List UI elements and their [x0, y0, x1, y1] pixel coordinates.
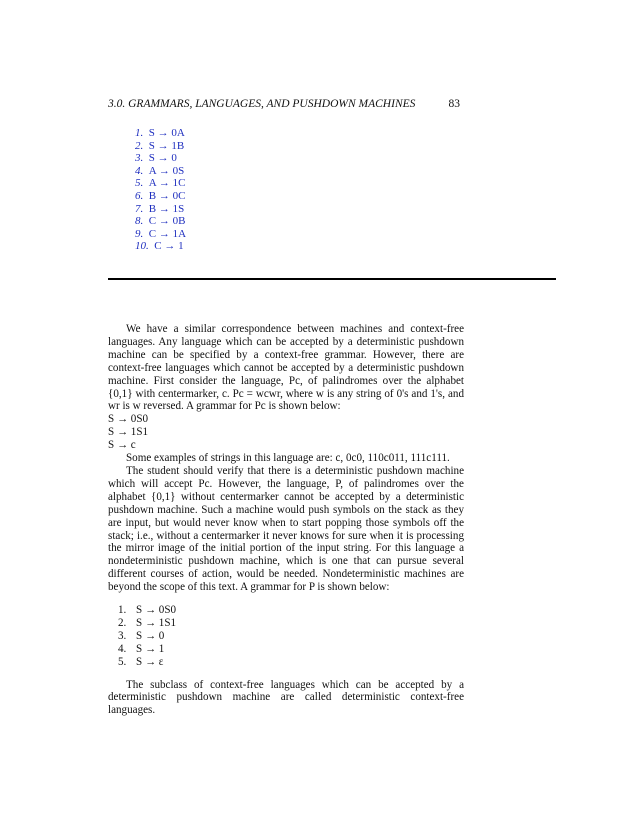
paragraph: We have a similar correspondence between machines and context-free languages. Any language which can be accepted by a deterministic pushdown machine can be specified by a context-free grammar. However, there are context-free languages which cannot be accepted by a deterministic pushdown machine. First consider the language, Pc, of palindromes over the alphabet {0,1} with centermarker, c. Pc = wcwr, where w is any string of 0's and 1's, and wr is w reversed. A grammar for Pc is shown below: — [108, 323, 464, 413]
grammar-line: S → c — [108, 439, 136, 452]
grammar-pc — [108, 413, 464, 452]
grammar-rule: 3. S → 0 — [135, 152, 177, 165]
paragraph: Some examples of strings in this language are: c, 0c0, 110c011, 111c111. — [126, 452, 450, 465]
list-item: 3. S → 0 — [118, 629, 165, 642]
page-number: 83 — [448, 98, 460, 110]
grammar-rule: 8. C → 0B — [135, 215, 186, 228]
grammar-rule: 10. C → 1 — [135, 240, 184, 253]
grammar-rules-list — [135, 127, 186, 253]
grammar-rule: 9. C → 1A — [135, 227, 187, 240]
grammar-rule: 2. S → 1B — [135, 139, 185, 152]
list-item: 2. S → 1S1 — [118, 616, 177, 629]
grammar-line: S → 1S1 — [108, 426, 149, 439]
list-item: 4. S → 1 — [118, 642, 165, 655]
grammar-rule: 5. A → 1C — [135, 177, 186, 190]
horizontal-rule — [108, 278, 556, 280]
chapter-title: 3.0. GRAMMARS, LANGUAGES, AND PUSHDOWN MACHINES — [108, 98, 416, 110]
grammar-p-list — [108, 604, 464, 669]
running-header — [108, 98, 460, 110]
grammar-rule: 4. A → 0S — [135, 164, 185, 177]
paragraph: The subclass of context-free languages which can be accepted by a deterministic pushdown machine are called deterministic context-free languages. — [108, 678, 464, 717]
grammar-rule: 7. B → 1S — [135, 202, 185, 215]
body-text — [108, 323, 464, 717]
grammar-line: S → 0S0 — [108, 413, 149, 426]
list-item: 5. S → ε — [118, 655, 164, 668]
grammar-rule: 1. S → 0A — [135, 127, 185, 139]
grammar-rule: 6. B → 0C — [135, 189, 186, 202]
paragraph: The student should verify that there is a deterministic pushdown machine which will accept Pc. However, the language, P, of palindromes over the alphabet {0,1} without centermarker cannot be accepted by a deterministic pushdown machine. Such a machine would push symbols on the stack as they are input, but would never know when to start popping those symbols off the stack; i.e., without a centermarker it never knows for sure when it is processing the mirror image of the initial portion of the input string. For this language a nondeterministic pushdown machine, which is one that can pursue several different courses of action, would be needed. Nondeterministic machines are beyond the scope of this text. A grammar for P is shown below: — [108, 464, 464, 594]
list-item: 1. S → 0S0 — [118, 604, 177, 617]
